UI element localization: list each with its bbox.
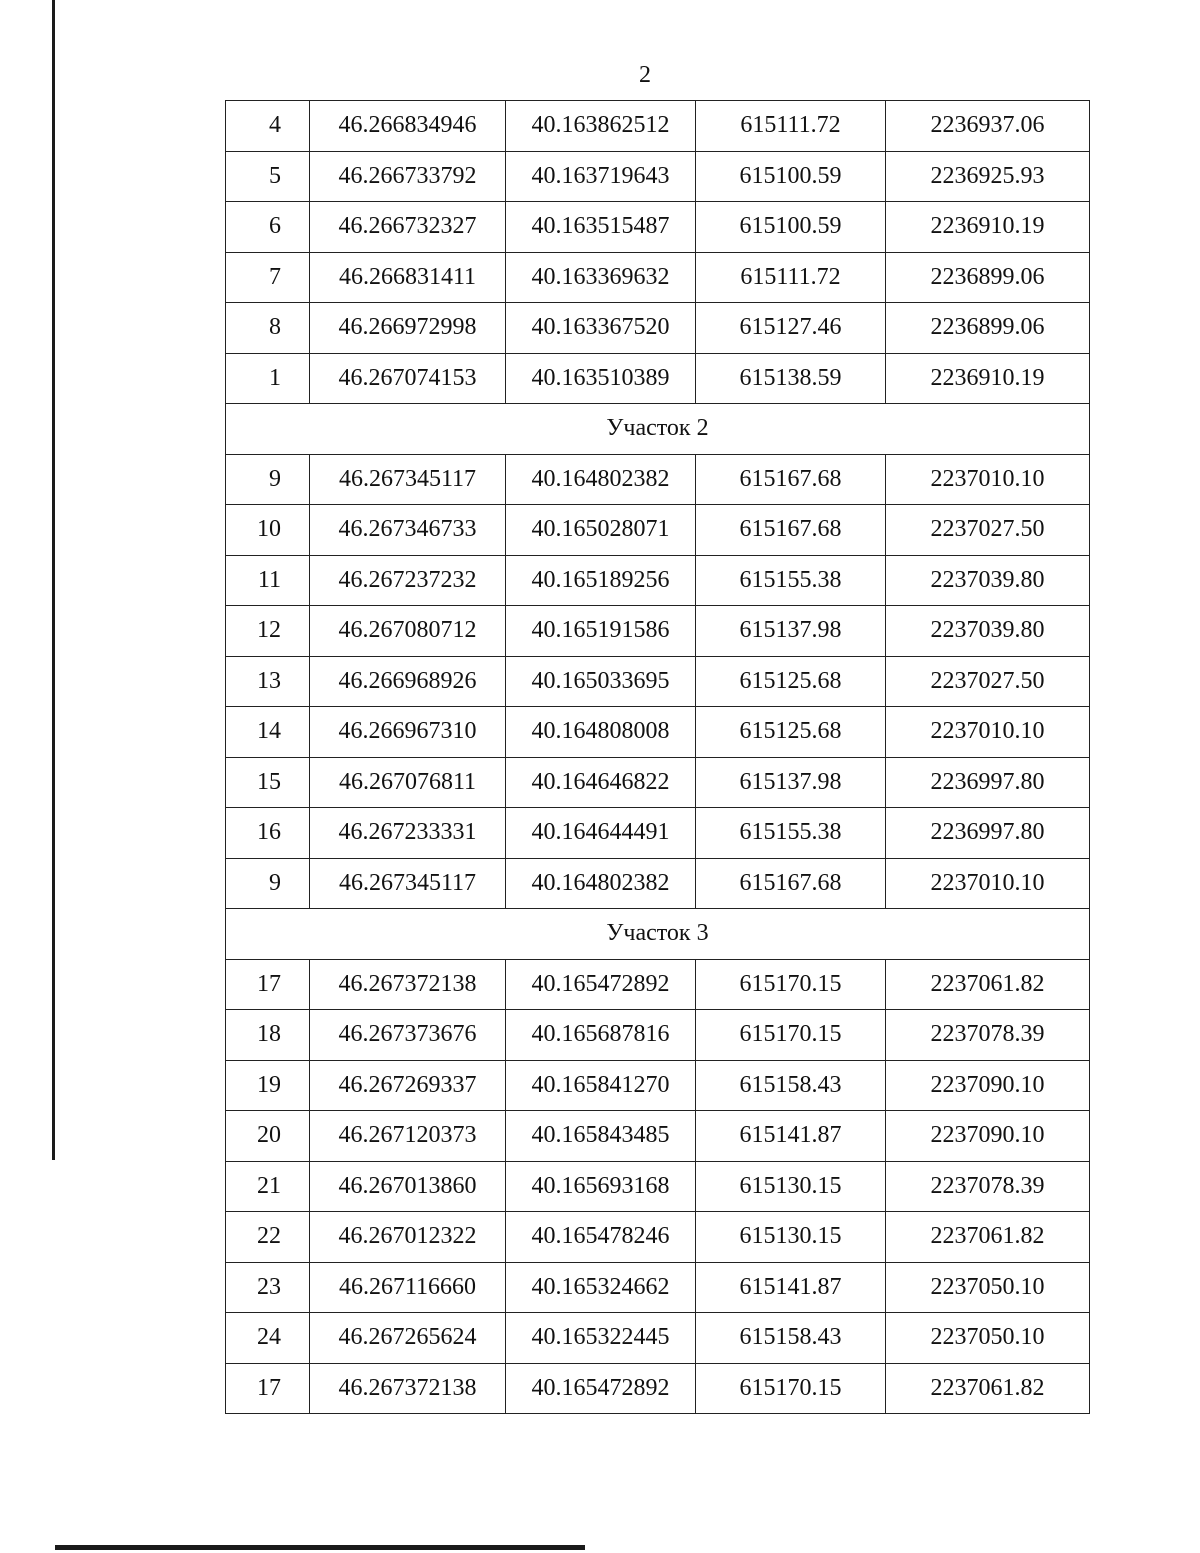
longitude-cell: 40.164808008: [506, 707, 696, 758]
y-coordinate-cell: 2237061.82: [886, 1212, 1090, 1263]
y-coordinate-cell: 2237039.80: [886, 555, 1090, 606]
x-coordinate-cell: 615158.43: [696, 1313, 886, 1364]
x-coordinate-cell: 615125.68: [696, 656, 886, 707]
x-coordinate-cell: 615100.59: [696, 151, 886, 202]
y-coordinate-cell: 2237078.39: [886, 1010, 1090, 1061]
x-coordinate-cell: 615125.68: [696, 707, 886, 758]
point-number-cell: 9: [226, 454, 310, 505]
x-coordinate-cell: 615170.15: [696, 1363, 886, 1414]
longitude-cell: 40.165033695: [506, 656, 696, 707]
table-row: [226, 757, 1090, 808]
x-coordinate-cell: 615127.46: [696, 303, 886, 354]
y-coordinate-cell: 2237039.80: [886, 606, 1090, 657]
y-coordinate-cell: 2236997.80: [886, 808, 1090, 859]
y-coordinate-cell: 2236997.80: [886, 757, 1090, 808]
x-coordinate-cell: 615100.59: [696, 202, 886, 253]
x-coordinate-cell: 615111.72: [696, 252, 886, 303]
y-coordinate-cell: 2236899.06: [886, 252, 1090, 303]
latitude-cell: 46.267233331: [310, 808, 506, 859]
scan-edge-bottom: [55, 1545, 585, 1550]
longitude-cell: 40.165189256: [506, 555, 696, 606]
y-coordinate-cell: 2236910.19: [886, 353, 1090, 404]
table-row: [226, 1010, 1090, 1061]
latitude-cell: 46.266968926: [310, 656, 506, 707]
table-row: [226, 858, 1090, 909]
x-coordinate-cell: 615167.68: [696, 858, 886, 909]
point-number-cell: 17: [226, 959, 310, 1010]
latitude-cell: 46.267345117: [310, 454, 506, 505]
latitude-cell: 46.267237232: [310, 555, 506, 606]
latitude-cell: 46.267372138: [310, 1363, 506, 1414]
longitude-cell: 40.165472892: [506, 959, 696, 1010]
table-row: [226, 959, 1090, 1010]
x-coordinate-cell: 615167.68: [696, 454, 886, 505]
x-coordinate-cell: 615137.98: [696, 606, 886, 657]
point-number-cell: 6: [226, 202, 310, 253]
table-row: [226, 707, 1090, 758]
longitude-cell: 40.163862512: [506, 101, 696, 152]
table-row: [226, 1060, 1090, 1111]
latitude-cell: 46.266733792: [310, 151, 506, 202]
table-row: [226, 454, 1090, 505]
latitude-cell: 46.267013860: [310, 1161, 506, 1212]
longitude-cell: 40.163719643: [506, 151, 696, 202]
point-number-cell: 16: [226, 808, 310, 859]
longitude-cell: 40.165841270: [506, 1060, 696, 1111]
latitude-cell: 46.266732327: [310, 202, 506, 253]
y-coordinate-cell: 2237090.10: [886, 1111, 1090, 1162]
latitude-cell: 46.266834946: [310, 101, 506, 152]
latitude-cell: 46.267076811: [310, 757, 506, 808]
point-number-cell: 20: [226, 1111, 310, 1162]
latitude-cell: 46.267080712: [310, 606, 506, 657]
page-number: 2: [639, 62, 651, 88]
latitude-cell: 46.266831411: [310, 252, 506, 303]
x-coordinate-cell: 615170.15: [696, 1010, 886, 1061]
y-coordinate-cell: 2236937.06: [886, 101, 1090, 152]
latitude-cell: 46.267120373: [310, 1111, 506, 1162]
table-row: [226, 252, 1090, 303]
point-number-cell: 14: [226, 707, 310, 758]
table-row: [226, 1262, 1090, 1313]
point-number-cell: 11: [226, 555, 310, 606]
longitude-cell: 40.165191586: [506, 606, 696, 657]
longitude-cell: 40.164646822: [506, 757, 696, 808]
y-coordinate-cell: 2237010.10: [886, 707, 1090, 758]
section-header-row: [226, 909, 1090, 960]
latitude-cell: 46.267346733: [310, 505, 506, 556]
longitude-cell: 40.165687816: [506, 1010, 696, 1061]
table-row: [226, 505, 1090, 556]
y-coordinate-cell: 2237061.82: [886, 1363, 1090, 1414]
section-title: Участок 3: [226, 909, 1090, 960]
longitude-cell: 40.165322445: [506, 1313, 696, 1364]
point-number-cell: 15: [226, 757, 310, 808]
longitude-cell: 40.164802382: [506, 454, 696, 505]
x-coordinate-cell: 615130.15: [696, 1212, 886, 1263]
x-coordinate-cell: 615170.15: [696, 959, 886, 1010]
x-coordinate-cell: 615167.68: [696, 505, 886, 556]
latitude-cell: 46.267116660: [310, 1262, 506, 1313]
scan-edge-left: [52, 0, 55, 1160]
table-row: [226, 202, 1090, 253]
latitude-cell: 46.266972998: [310, 303, 506, 354]
table-row: [226, 1212, 1090, 1263]
latitude-cell: 46.267012322: [310, 1212, 506, 1263]
coordinates-table: [225, 100, 1090, 1414]
point-number-cell: 18: [226, 1010, 310, 1061]
x-coordinate-cell: 615138.59: [696, 353, 886, 404]
x-coordinate-cell: 615141.87: [696, 1262, 886, 1313]
x-coordinate-cell: 615137.98: [696, 757, 886, 808]
table-row: [226, 101, 1090, 152]
y-coordinate-cell: 2237027.50: [886, 656, 1090, 707]
table-row: [226, 1161, 1090, 1212]
longitude-cell: 40.165472892: [506, 1363, 696, 1414]
longitude-cell: 40.165843485: [506, 1111, 696, 1162]
y-coordinate-cell: 2237050.10: [886, 1313, 1090, 1364]
point-number-cell: 5: [226, 151, 310, 202]
table-row: [226, 353, 1090, 404]
section-header-row: [226, 404, 1090, 455]
longitude-cell: 40.163367520: [506, 303, 696, 354]
point-number-cell: 7: [226, 252, 310, 303]
longitude-cell: 40.165324662: [506, 1262, 696, 1313]
x-coordinate-cell: 615141.87: [696, 1111, 886, 1162]
table-row: [226, 606, 1090, 657]
point-number-cell: 12: [226, 606, 310, 657]
longitude-cell: 40.165693168: [506, 1161, 696, 1212]
y-coordinate-cell: 2237010.10: [886, 858, 1090, 909]
coordinates-table-body: [226, 101, 1090, 1414]
x-coordinate-cell: 615155.38: [696, 808, 886, 859]
latitude-cell: 46.267372138: [310, 959, 506, 1010]
point-number-cell: 10: [226, 505, 310, 556]
table-row: [226, 808, 1090, 859]
y-coordinate-cell: 2237027.50: [886, 505, 1090, 556]
longitude-cell: 40.165478246: [506, 1212, 696, 1263]
x-coordinate-cell: 615111.72: [696, 101, 886, 152]
y-coordinate-cell: 2236910.19: [886, 202, 1090, 253]
longitude-cell: 40.163515487: [506, 202, 696, 253]
point-number-cell: 1: [226, 353, 310, 404]
point-number-cell: 17: [226, 1363, 310, 1414]
table-row: [226, 555, 1090, 606]
longitude-cell: 40.164644491: [506, 808, 696, 859]
y-coordinate-cell: 2236899.06: [886, 303, 1090, 354]
table-row: [226, 151, 1090, 202]
longitude-cell: 40.163510389: [506, 353, 696, 404]
latitude-cell: 46.267373676: [310, 1010, 506, 1061]
x-coordinate-cell: 615155.38: [696, 555, 886, 606]
point-number-cell: 9: [226, 858, 310, 909]
y-coordinate-cell: 2237078.39: [886, 1161, 1090, 1212]
table-row: [226, 1363, 1090, 1414]
point-number-cell: 22: [226, 1212, 310, 1263]
latitude-cell: 46.267265624: [310, 1313, 506, 1364]
x-coordinate-cell: 615130.15: [696, 1161, 886, 1212]
table-row: [226, 1313, 1090, 1364]
longitude-cell: 40.164802382: [506, 858, 696, 909]
point-number-cell: 8: [226, 303, 310, 354]
point-number-cell: 13: [226, 656, 310, 707]
latitude-cell: 46.267269337: [310, 1060, 506, 1111]
y-coordinate-cell: 2236925.93: [886, 151, 1090, 202]
section-title: Участок 2: [226, 404, 1090, 455]
y-coordinate-cell: 2237090.10: [886, 1060, 1090, 1111]
latitude-cell: 46.267345117: [310, 858, 506, 909]
longitude-cell: 40.163369632: [506, 252, 696, 303]
point-number-cell: 19: [226, 1060, 310, 1111]
y-coordinate-cell: 2237061.82: [886, 959, 1090, 1010]
table-row: [226, 1111, 1090, 1162]
x-coordinate-cell: 615158.43: [696, 1060, 886, 1111]
point-number-cell: 4: [226, 101, 310, 152]
point-number-cell: 23: [226, 1262, 310, 1313]
point-number-cell: 24: [226, 1313, 310, 1364]
y-coordinate-cell: 2237050.10: [886, 1262, 1090, 1313]
latitude-cell: 46.267074153: [310, 353, 506, 404]
latitude-cell: 46.266967310: [310, 707, 506, 758]
table-row: [226, 656, 1090, 707]
table-row: [226, 303, 1090, 354]
point-number-cell: 21: [226, 1161, 310, 1212]
y-coordinate-cell: 2237010.10: [886, 454, 1090, 505]
longitude-cell: 40.165028071: [506, 505, 696, 556]
